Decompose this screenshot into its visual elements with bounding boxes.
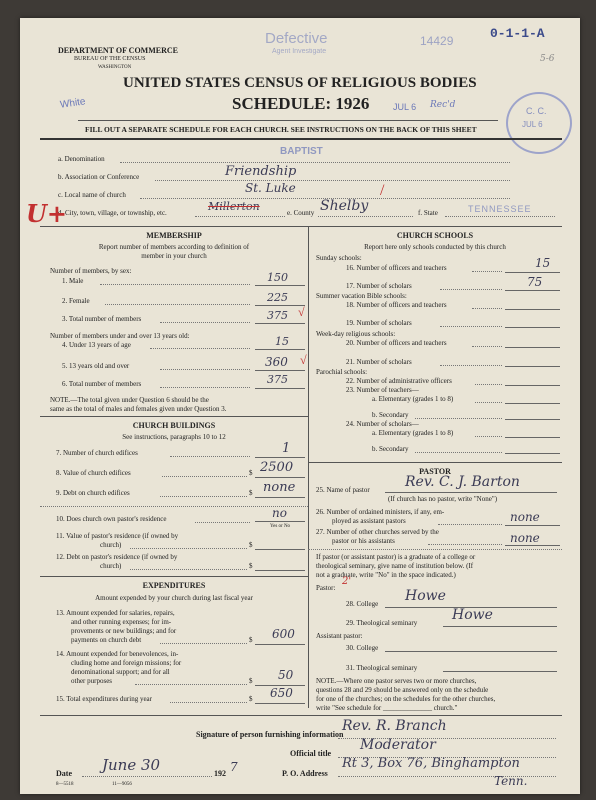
answer-line [505,272,560,273]
po-address-value-2: Tenn. [494,774,528,788]
q10-value: no [272,506,287,520]
dotted-line [440,326,502,327]
membership-title: MEMBERSHIP [146,231,202,240]
dotted-line [475,436,502,437]
white-stamp: White [59,96,87,111]
city-value: Millerton [208,200,260,213]
corner-note: 5-6 [540,54,555,64]
code-stamp: 0-1-1-A [490,26,545,41]
membership-note-2: same as the total of males and females given under Question 3. [50,405,227,413]
q26-label-1: 26. Number of ordained ministers, if any, em- [316,508,445,516]
q9-dollar: $ [249,489,253,497]
dotted-line [160,369,250,370]
instruction-line: FILL OUT A SEPARATE SCHEDULE FOR EACH CHURCH. SEE INSTRUCTIONS ON THE BACK OF THIS SHEET [85,125,477,134]
number-stamp: 14429 [420,34,454,48]
answer-line [255,644,305,645]
answer-line [255,477,305,478]
membership-intro-1: Report number of members according to definition of [98,243,250,251]
q17-label: 17. Number of scholars [346,282,412,290]
membership-intro-2: member in your church [141,252,207,260]
schools-title: CHURCH SCHOOLS [396,231,474,240]
pastor-note-4: write "See schedule for ______________ church." [316,704,458,712]
official-title-value: Moderator [360,737,436,753]
q9-label: 9. Debt on church edifices [56,489,130,497]
q6-value: 375 [267,373,288,386]
dotted-line [475,402,502,403]
q23a-label: a. Elementary (grades 1 to 8) [372,395,454,403]
q17-value: 75 [527,275,543,289]
church-name-value: St. Luke [245,181,296,195]
answer-line [505,309,560,310]
q24b-label: b. Secondary [372,445,409,453]
q26-value: none [510,510,540,524]
dotted-line [195,522,250,523]
answer-line [505,545,560,546]
association-value: Friendship [225,164,297,179]
q27-value: none [510,531,540,545]
red-check-mark: / [380,182,385,199]
rule [308,462,562,463]
pastor-note-2: questions 28 and 29 should be answered only on the schedule [316,686,489,694]
red-annotation: U+ [26,199,68,228]
answer-line [443,626,557,627]
year-suffix: 7 [230,760,238,774]
expenditures-title: EXPENDITURES [142,581,206,590]
q5-value: 360 [265,355,288,369]
answer-line [505,437,560,438]
answer-line [255,703,305,704]
dotted-line [472,308,502,309]
q13-value: 600 [272,627,295,641]
q13-label-4: payments on church debt [71,636,142,644]
dotted-line [415,418,502,419]
q6-label: 6. Total number of members [62,380,142,388]
q15-value: 650 [270,686,293,700]
dotted-line [82,776,212,777]
answer-line [505,290,560,291]
answer-line [255,323,305,324]
q28-value: Howe [405,588,446,604]
q14-dollar: $ [249,677,253,685]
answer-line [505,453,560,454]
state-stamp: TENNESSEE [468,204,532,214]
dotted-line [120,162,510,163]
po-address-label: P. O. Address [282,769,328,778]
rule [40,715,562,716]
received-date-stamp: JUL 6 [393,102,417,112]
dotted-line [130,569,247,570]
denomination-stamp: BAPTIST [280,146,323,157]
dotted-line [162,476,247,477]
answer-line [255,549,305,550]
dotted-line [160,643,247,644]
red-check-mark: 2' [342,576,352,587]
q25-note: (If church has no pastor, write "None") [388,495,498,503]
dotted-line [472,346,502,347]
q15-label: 15. Total expenditures during year [56,695,152,703]
answer-line [255,370,305,371]
q14-label-3: denominational support; and for all [71,668,170,676]
dotted-line [150,348,250,349]
q8-label: 8. Value of church edifices [56,469,131,477]
q14-value: 50 [278,668,294,682]
dotted-line [318,216,413,217]
print-code-1: 8—5518 [56,782,74,787]
q13-dollar: $ [249,636,253,644]
q16-value: 15 [535,256,551,270]
rule [40,138,562,140]
q3-label: 3. Total number of members [62,315,142,323]
q27-label-2: pastor or his assistants [332,537,395,545]
red-check-mark: √ [298,305,305,319]
rule [40,416,308,417]
dotted-line [155,180,510,181]
defective-stamp: Defective [265,30,328,47]
signature-value: Rev. R. Branch [342,718,447,734]
dotted-line [130,548,247,549]
q14-label-2: cluding home and foreign missions; for [71,659,182,667]
yes-no-hint: Yes or No [270,524,291,529]
age-intro-label: Number of members under and over 13 years old: [50,332,190,340]
q11-label-2: church) [100,541,122,549]
q18-label: 18. Number of officers and teachers [346,301,447,309]
rule [40,506,308,507]
pastor-note-1: NOTE.—Where one pastor serves two or more churches, [316,677,477,685]
agent-stamp: Agent Investigate [272,48,327,55]
q30-label: 30. College [346,644,379,652]
answer-line [505,327,560,328]
q12-dollar: $ [249,562,253,570]
dotted-line [170,456,250,457]
dotted-line [438,524,502,525]
q26-label-2: ployed as assistant pastors [332,517,406,525]
q28-label: 28. College [346,600,379,608]
po-address-value: Rt 3, Box 76, Binghampton [342,756,520,771]
date-value: June 30 [102,756,161,774]
dotted-line [440,365,502,366]
red-check-mark: √ [300,353,307,367]
q12-label-2: church) [100,562,122,570]
assistant-label: Assistant pastor: [316,632,363,640]
date-label: Date [56,769,72,778]
expenditures-sub: Amount expended by your church during last fiscal year [95,594,253,602]
bureau-label: BUREAU OF THE CENSUS [74,56,146,62]
dotted-line [445,216,555,217]
answer-line [255,285,305,286]
answer-line [255,570,305,571]
form-title: UNITED STATES CENSUS OF RELIGIOUS BODIES [123,75,477,91]
q2-value: 225 [267,291,288,304]
dotted-line [160,322,250,323]
cc-date: JUL 6 [522,120,543,129]
q5-label: 5. 13 years old and over [62,362,130,370]
department-label: DEPARTMENT OF COMMERCE [58,46,179,55]
q14-label-1: 14. Amount expended for benevolences, in- [56,650,179,658]
q4-value: 15 [275,335,289,348]
answer-line [255,497,305,498]
dotted-line [160,496,247,497]
cc-stamp [506,92,572,154]
answer-line [255,457,305,458]
answer-line [255,521,305,522]
summer-label: Summer vacation Bible schools: [316,292,407,300]
q21-label: 21. Number of scholars [346,358,412,366]
dotted-line [170,702,247,703]
q1-label: 1. Male [62,277,84,285]
q11-dollar: $ [249,541,253,549]
weekday-label: Week-day religious schools: [316,330,396,338]
answer-line [505,403,560,404]
q10-label: 10. Does church own pastor's residence [56,515,167,523]
signature-label: Signature of person furnishing information [196,730,344,739]
q22-label: 22. Number of administrative officers [346,377,452,385]
answer-line [505,525,560,526]
dotted-line [135,684,247,685]
dotted-line [100,284,250,285]
pastor-note-3: for one of the churches; on the schedules for the other churches, [316,695,496,703]
q29-value: Howe [452,607,493,623]
rule [40,576,308,577]
dotted-line [105,304,250,305]
q31-label: 31. Theological seminary [346,664,418,672]
q14-label-4: other purposes [71,677,113,685]
dotted-line [415,452,502,453]
q19-label: 19. Number of scholars [346,319,412,327]
buildings-sub: See instructions, paragraphs 10 to 12 [122,433,226,441]
rule [40,226,562,227]
q1-value: 150 [267,271,288,284]
pastor-sub-label: Pastor: [316,584,336,592]
answer-line [385,651,557,652]
dotted-line [440,289,502,290]
q7-label: 7. Number of church edifices [56,449,138,457]
answer-line [505,366,560,367]
q24a-label: a. Elementary (grades 1 to 8) [372,429,454,437]
dotted-line [472,271,502,272]
answer-line [505,385,560,386]
sunday-label: Sunday schools: [316,254,362,262]
graduate-note-3: not a graduate, write "No" in the space indicated.) [316,571,456,579]
q4-label: 4. Under 13 years of age [62,341,131,349]
q13-label-3: provements or new buildings; and for [71,627,177,635]
q3-value: 375 [267,309,288,322]
q25-label: 25. Name of pastor [316,486,370,494]
q2-label: 2. Female [62,297,90,305]
cc-label: C. C. [526,106,547,116]
q23-label: 23. Number of teachers— [346,386,419,394]
answer-line [255,388,305,389]
state-label: f. State [418,209,438,217]
q24-label: 24. Number of scholars— [346,420,419,428]
church-name-label: c. Local name of church [58,191,126,199]
city-label-field: d. City, town, village, or township, etc. [58,209,167,217]
association-label: b. Association or Conference [58,173,140,181]
q7-value: 1 [282,441,291,456]
dotted-line [160,387,250,388]
q13-label-1: 13. Amount expended for salaries, repairs, [56,609,175,617]
buildings-title: CHURCH BUILDINGS [132,421,216,430]
q11-label-1: 11. Value of pastor's residence (if owned by [56,532,179,540]
q29-label: 29. Theological seminary [346,619,418,627]
q8-value: 2500 [260,460,294,475]
parochial-label: Parochial schools: [316,368,368,376]
membership-note-1: NOTE.—The total given under Question 6 should be the [50,396,209,404]
q20-label: 20. Number of officers and teachers [346,339,447,347]
census-schedule-form [20,18,580,794]
dotted-line [195,216,285,217]
q8-dollar: $ [249,469,253,477]
graduate-note-2: theological seminary, give name of institution below. (If [316,562,474,570]
county-value: Shelby [320,198,369,214]
by-sex-label: Number of members, by sex: [50,267,132,275]
q9-value: none [263,480,296,495]
pastor-title: PASTOR [419,467,451,476]
rule [78,120,498,121]
county-label: e. County [287,209,315,217]
q15-dollar: $ [249,695,253,703]
answer-line [505,347,560,348]
schedule-title: SCHEDULE: 1926 [232,94,370,113]
received-label: Rec'd [430,100,456,110]
q12-label-1: 12. Debt on pastor's residence (if owned by [56,553,178,561]
denomination-label: a. Denomination [58,155,105,163]
q13-label-2: and other running expenses; for im- [71,618,172,626]
print-code-2: 11—9056 [112,782,132,787]
q23b-label: b. Secondary [372,411,409,419]
official-title-label: Official title [290,749,332,758]
dotted-line [475,384,502,385]
q25-value: Rev. C. J. Barton [405,474,520,490]
answer-line [385,492,557,493]
answer-line [443,671,557,672]
city-label: WASHINGTON [98,65,132,70]
year-prefix: 192 [214,769,226,778]
dotted-line [428,544,502,545]
rule [308,549,562,550]
answer-line [505,419,560,420]
q27-label-1: 27. Number of other churches served by the [316,528,439,536]
answer-line [255,349,305,350]
schools-sub: Report here only schools conducted by this church [364,243,506,251]
graduate-note-1: If pastor (or assistant pastor) is a graduate of a college or [316,553,476,561]
q16-label: 16. Number of officers and teachers [346,264,447,272]
